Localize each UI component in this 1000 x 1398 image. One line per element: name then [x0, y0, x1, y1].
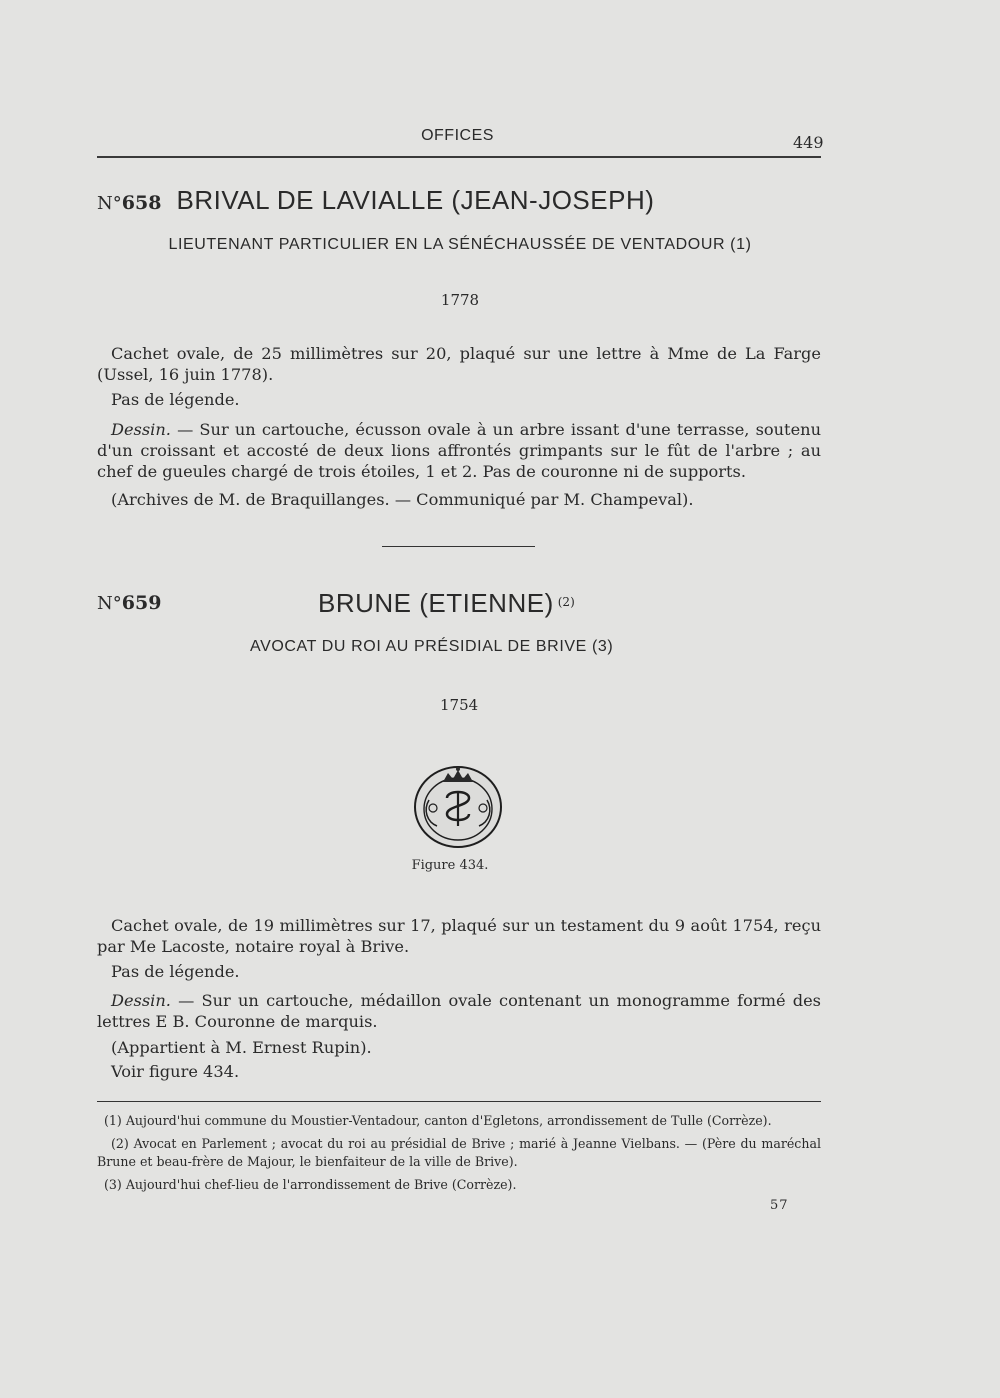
figure-caption: Figure 434. [411, 858, 489, 873]
entry-name: BRUNE (ETIENNE) [318, 588, 554, 618]
entry-subtitle: LIEUTENANT PARTICULIER EN LA SÉNÉCHAUSSÉE DE VENTADOUR (1) [168, 236, 752, 253]
page-number: 449 [793, 133, 824, 152]
entry-number-label: N° [97, 593, 122, 614]
entry-paragraph: Cachet ovale, de 25 millimètres sur 20, plaqué sur une lettre à Mme de La Farge (Ussel, 16 juin 1778). [97, 344, 821, 384]
seal-figure [413, 760, 503, 850]
footnote-ref: (2) [557, 594, 575, 609]
description-label: Dessin. [111, 991, 171, 1010]
entry-paragraph: Pas de légende. [111, 390, 240, 409]
entry-description [97, 419, 821, 482]
header-rule [97, 156, 821, 158]
entry-name: BRIVAL DE LAVIALLE (JEAN-JOSEPH) [176, 185, 655, 215]
entry-number [97, 592, 161, 614]
description-label: Dessin. [111, 420, 171, 439]
entry-year: 1754 [440, 696, 479, 714]
entry-659-number [97, 592, 161, 614]
entry-source: (Appartient à M. Ernest Rupin). [111, 1038, 372, 1057]
entry-year: 1778 [440, 291, 480, 309]
entry-subtitle: AVOCAT DU ROI AU PRÉSIDIAL DE BRIVE (3) [250, 638, 614, 655]
entry-paragraph: Cachet ovale, de 19 millimètres sur 17, plaqué sur un testament du 9 août 1754, reçu par Me Lacoste, notaire royal à Brive. [97, 916, 821, 956]
description-text: — Sur un cartouche, médaillon ovale contenant un monogramme formé des lettres E B. Couronne de marquis. [97, 991, 821, 1031]
entry-658-heading [97, 185, 821, 216]
footnote: (2) Avocat en Parlement ; avocat du roi au présidial de Brive ; marié à Jeanne Vielbans. — (Père du maréchal Brune et beau-frère de Majour, le bienfaiteur de la ville de Brive). [97, 1136, 821, 1169]
figure-reference: Voir figure 434. [111, 1062, 240, 1081]
footnote-rule [97, 1101, 821, 1102]
entry-source: (Archives de M. de Braquillanges. — Communiqué par M. Champeval). [111, 490, 694, 509]
entry-description [97, 990, 821, 1032]
entry-number [97, 192, 161, 214]
entry-number-label: N° [97, 193, 122, 214]
entry-paragraph: Pas de légende. [111, 962, 240, 981]
entry-659-name [318, 588, 575, 619]
entry-number-value: 658 [121, 192, 162, 214]
description-text: — Sur un cartouche, écusson ovale à un arbre issant d'une terrasse, soutenu d'un croissant et accosté de deux lions affrontés grimpants sur le fût de l'arbre ; au chef de gueules chargé de trois étoiles, 1 et 2. Pas de couronne ni de supports. [97, 420, 821, 481]
running-header: OFFICES [421, 127, 494, 144]
sheet-number: 57 [770, 1198, 789, 1213]
footnote: (3) Aujourd'hui chef-lieu de l'arrondissement de Brive (Corrèze). [104, 1177, 517, 1192]
entry-number-value: 659 [121, 592, 162, 614]
footnote: (1) Aujourd'hui commune du Moustier-Ventadour, canton d'Egletons, arrondissement de Tulle (Corrèze). [104, 1113, 772, 1128]
section-separator [382, 546, 535, 547]
